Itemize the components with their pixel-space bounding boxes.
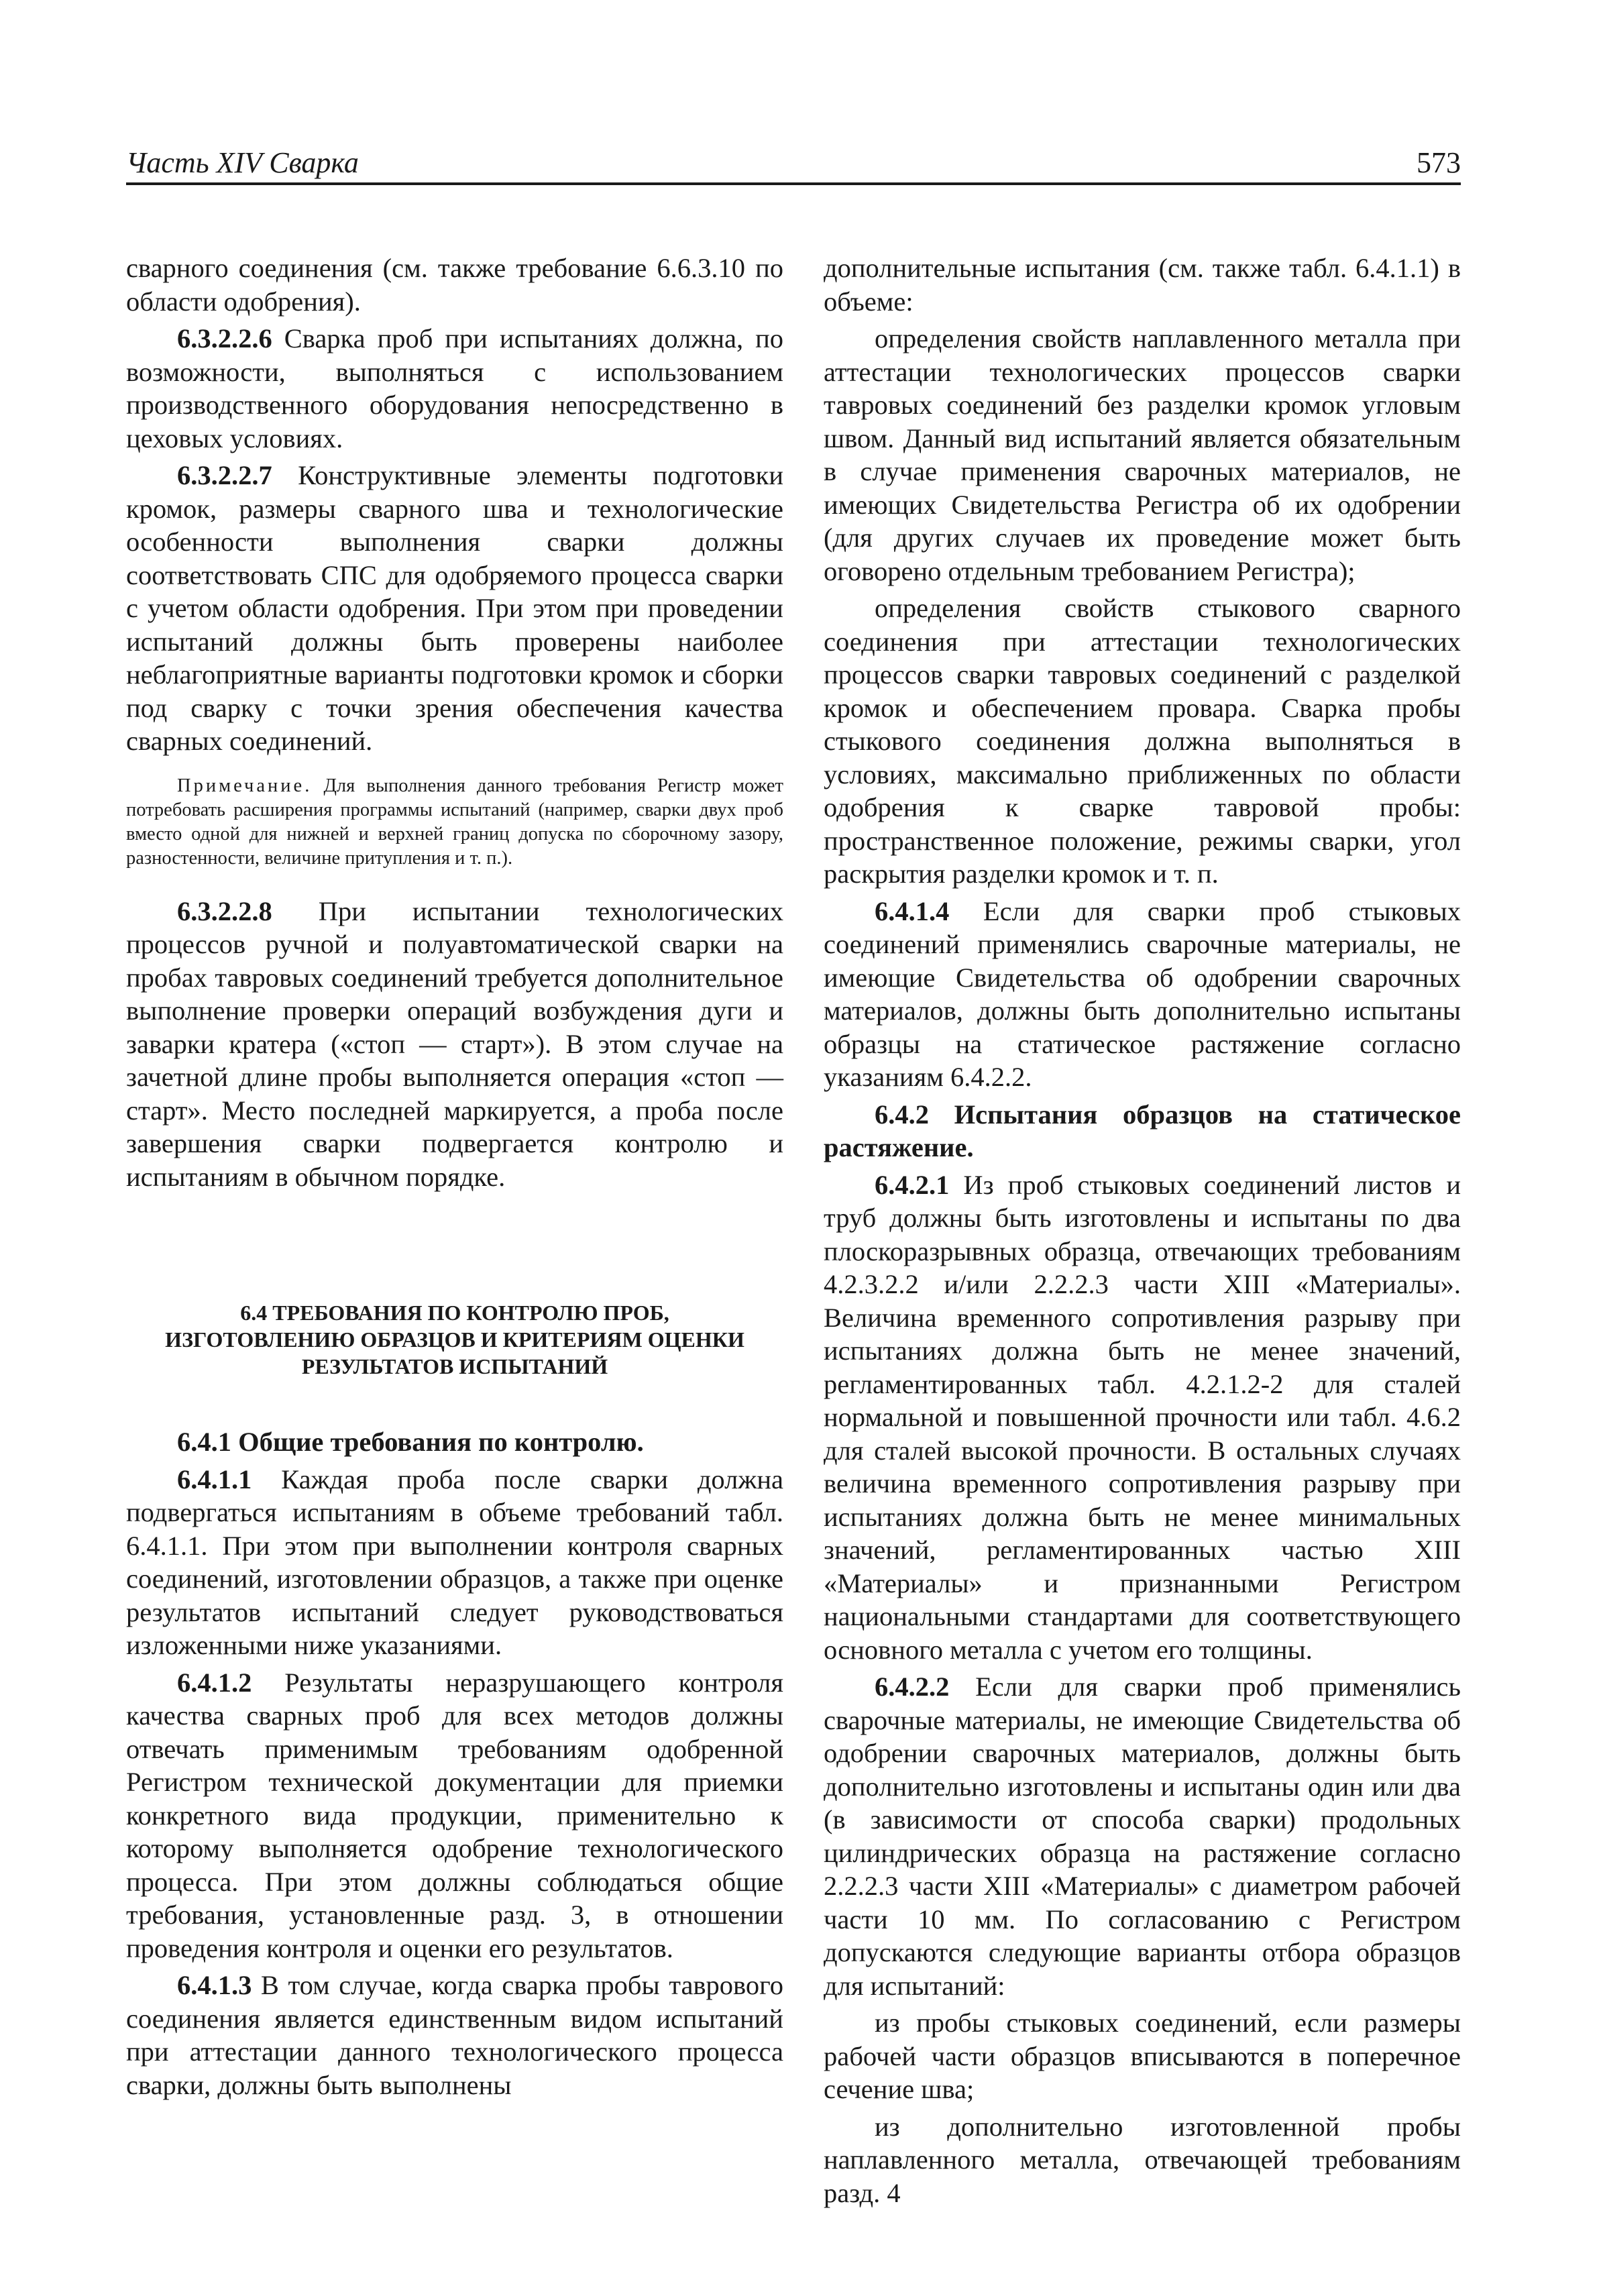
clause-number: 6.4.1.4 — [875, 895, 950, 926]
paragraph — [824, 1168, 1461, 1667]
clause-number: 6.3.2.2.7 — [177, 460, 272, 490]
page-number: 573 — [1417, 146, 1461, 179]
clause-number: 6.4.1.3 — [177, 1970, 252, 2000]
paragraph: из дополнительно изготовленной пробы наплавленного металла, отвечающей требованиям разд. 4 — [824, 2111, 1461, 2208]
subheading: 6.4.2 Испытания образцов на статическое растяжение. — [824, 1099, 1461, 1162]
clause-text: В том случае, когда сварка пробы таврового соединения является единственным видом испытаний при аттестации данного технологического процесса сварки, должны быть выполнены — [126, 1970, 783, 2100]
clause-number: 6.4.2.1 — [875, 1169, 950, 1200]
section-title: 6.4 ТРЕБОВАНИЯ ПО КОНТРОЛЮ ПРОБ, ИЗГОТОВЛЕНИЮ ОБРАЗЦОВ И КРИТЕРИЯМ ОЦЕНКИ РЕЗУЛЬТАТОВ ИСПЫТАНИЙ — [165, 1301, 744, 1378]
clause-number: 6.3.2.2.8 — [177, 895, 272, 926]
running-header — [126, 141, 1461, 185]
clause-text: Из проб стыковых соединений листов и труб должны быть изготовлены и испытаны по два плоскоразрывных образца, отвечающих требованиям 4.2.3.2.2 и/или 2.2.2.3 части XIII «Материалы». Величина временного сопротивления разрыву при испытаниях должна быть не менее значений, регламентированных табл. 4.2.1.2-2 для сталей нормальной и повышенной прочности или табл. 4.6.2 для сталей высокой прочности. В остальных случаях величина временного сопротивления разрыву при испытаниях должна быть не менее минимальных значений, регламентированных частью XIII «Материалы» и признанными Регистром национальными стандартами для соответствующего основного металла с учетом его толщины. — [824, 1169, 1461, 1665]
clause-text: Результаты неразрушающего контроля качества сварных проб для всех методов должны отвечать применимым требованиям одобренной Регистром технической документации для приемки конкретного вида продукции, применительно к которому выполняется одобрение технологического процесса. При этом должны соблюдаться общие требования, установленные разд. 3, в отношении проведения контроля и оценки его результатов. — [126, 1667, 783, 1963]
note — [126, 774, 783, 871]
paragraph — [126, 459, 783, 758]
note-text: Для выполнения данного требования Регистр может потребовать расширения программы испытаний (например, сварки двух проб вместо одной для нижней и верхней границ допуска по сборочному зазору, разностенности, величине притупления и т. п.). — [126, 775, 783, 869]
paragraph: определения свойств наплавленного металла при аттестации технологических процессов сварки тавровых соединений без разделки кромок угловым швом. Данный вид испытаний является обязательным в случае применения сварочных материалов, не имеющих Свидетельства Регистра об их одобрении (для других случаев их проведение может быть оговорено отдельным требованием Регистра); — [824, 323, 1461, 586]
paragraph — [126, 895, 783, 1194]
right-column — [824, 252, 1461, 2213]
subheading: 6.4.1 Общие требования по контролю. — [177, 1427, 644, 1457]
part-title: Часть XIV Сварка — [126, 146, 359, 179]
clause-number: 6.4.1.2 — [177, 1667, 252, 1698]
paragraph — [824, 1670, 1461, 2002]
clause-text: Если для сварки проб применялись сварочные материалы, не имеющие Свидетельства об одобрении сварочных материалов, должны быть дополнительно изготовлены и испытаны один или два (в зависимости от способа сварки) продольных цилиндрических образца на растяжение согласно 2.2.2.3 части XIII «Материалы» с диаметром рабочей части 10 мм. По согласованию с Регистром допускаются следующие варианты отбора образцов для испытаний: — [824, 1672, 1461, 2001]
note-label: Примечание. — [177, 775, 313, 796]
clause-text: Конструктивные элементы подготовки кромок, размеры сварного шва и технологические особенности выполнения сварки должны соответствовать СПС для одобряемого процесса сварки с учетом области одобрения. При этом при проведении испытаний должны быть проверены наиболее неблагоприятные варианты подготовки кромок и сборки под сварку с точки зрения обеспечения качества сварных соединений. — [126, 460, 783, 756]
paragraph: из пробы стыковых соединений, если размеры рабочей части образцов вписываются в поперечное сечение шва; — [824, 2008, 1461, 2104]
clause-text: Если для сварки проб стыковых соединений применялись сварочные материалы, не имеющие Свидетельства об одобрении сварочных материалов, должны быть дополнительно испытаны образцы на статическое растяжение согласно указаниям 6.4.2.2. — [824, 895, 1461, 1092]
clause-text: Сварка проб при испытаниях должна, по возможности, выполняться с использованием производственного оборудования непосредственно в цеховых условиях. — [126, 323, 783, 453]
paragraph — [824, 895, 1461, 1094]
left-column — [126, 252, 783, 2106]
paragraph — [126, 1666, 783, 1965]
paragraph — [126, 1969, 783, 2101]
clause-text: При испытании технологических процессов ручной и полуавтоматической сварки на пробах тавровых соединений требуется дополнительное выполнение проверки операций возбуждения дуги и заварки кратера («стоп — старт»). В этом случае на зачетной длине пробы выполняется операция «стоп — старт». Место последней маркируется, а проба после завершения сварки подвергается контролю и испытаниям в обычном порядке. — [126, 895, 783, 1192]
paragraph: дополнительные испытания (см. также табл. 6.4.1.1) в объеме: — [824, 253, 1461, 317]
clause-text: Каждая проба после сварки должна подвергаться испытаниям в объеме требований табл. 6.4.1.1. При этом при выполнении контроля сварных соединений, изготовлении образцов, а также при оценке результатов испытаний следует руководствоваться изложенными ниже указаниями. — [126, 1464, 783, 1660]
clause-number: 6.3.2.2.6 — [177, 323, 272, 353]
paragraph: сварного соединения (см. также требование 6.6.3.10 по области одобрения). — [126, 253, 783, 317]
paragraph — [126, 322, 783, 455]
paragraph — [126, 1463, 783, 1662]
clause-number: 6.4.1.1 — [177, 1464, 252, 1494]
paragraph: определения свойств стыкового сварного соединения при аттестации технологических процессов сварки тавровых соединений с разделкой кромок и обеспечением провара. Сварка пробы стыкового соединения должна выполняться в условиях, максимально приближенных по области одобрения к сварке тавровой пробы: пространственное положение, режимы сварки, угол раскрытия разделки кромок и т. п. — [824, 593, 1461, 889]
clause-number: 6.4.2.2 — [875, 1672, 950, 1702]
